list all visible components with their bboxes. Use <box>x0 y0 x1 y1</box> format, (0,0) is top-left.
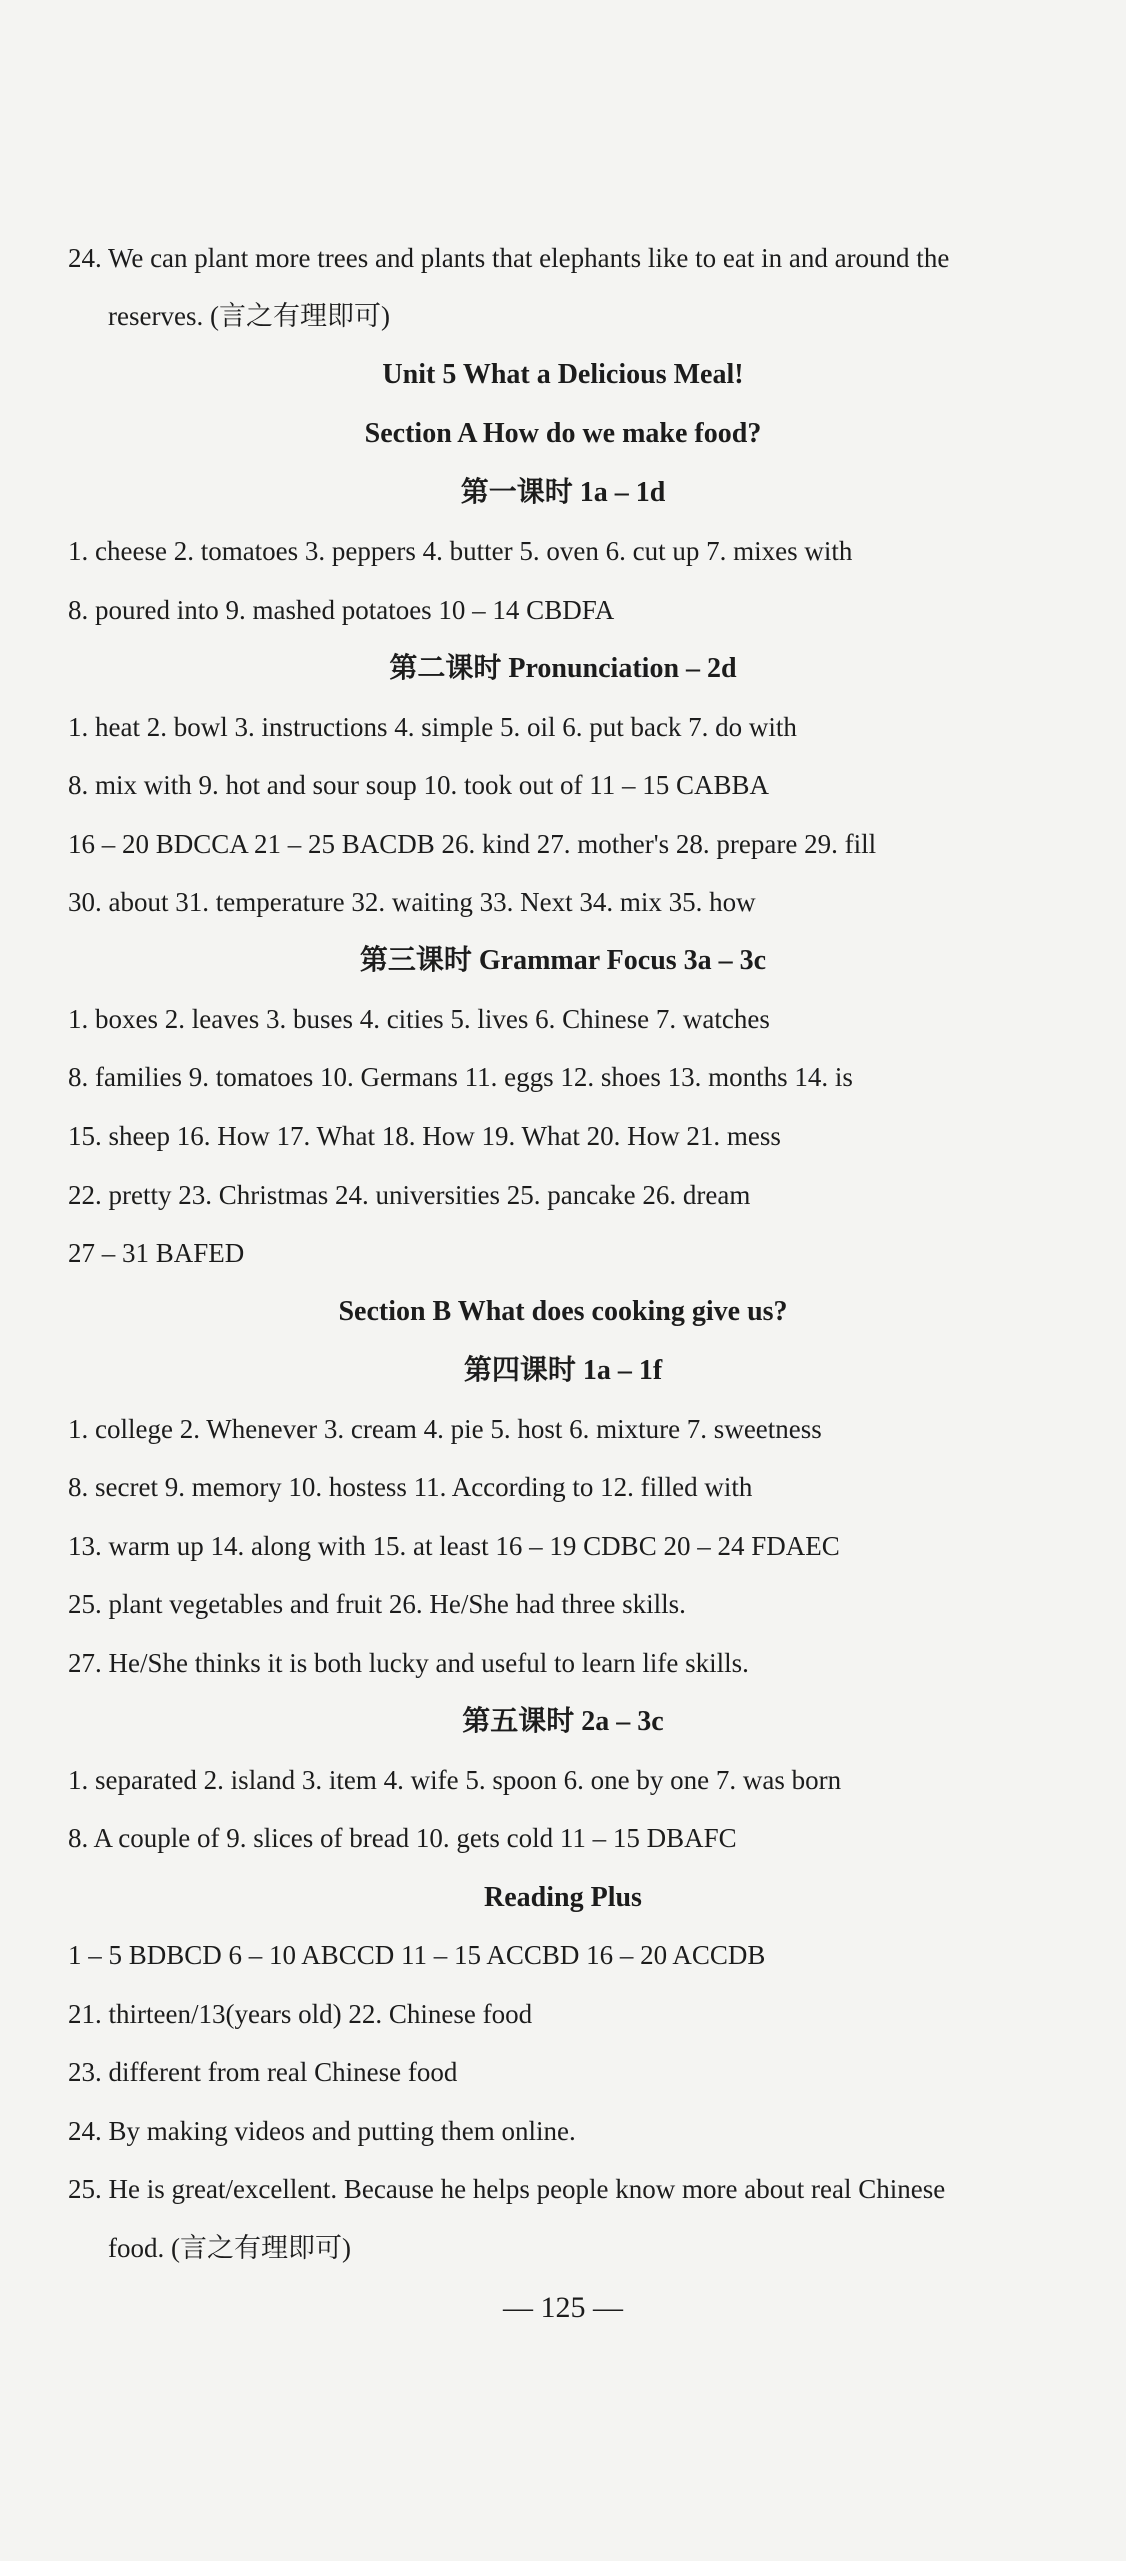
lesson3-title: 第三课时 Grammar Focus 3a – 3c <box>359 945 767 976</box>
section-a-title: Section A How do we make food? <box>364 418 762 449</box>
answer-line: food. (言之有理即可) <box>108 2233 351 2263</box>
answer-line: 22. pretty 23. Christmas 24. universities 25. pancake 26. dream <box>68 1180 751 1210</box>
answer-line: reserves. (言之有理即可) <box>108 301 390 331</box>
answer-line: 8. families 9. tomatoes 10. Germans 11. eggs 12. shoes 13. months 14. is <box>68 1062 853 1092</box>
answer-line: 23. different from real Chinese food <box>68 2057 458 2087</box>
answer-line: 1. heat 2. bowl 3. instructions 4. simple 5. oil 6. put back 7. do with <box>68 712 797 742</box>
answer-line: 24. We can plant more trees and plants that elephants like to eat in and around the <box>68 243 950 273</box>
lesson4-title: 第四课时 1a – 1f <box>463 1355 663 1386</box>
unit-title: Unit 5 What a Delicious Meal! <box>382 359 744 390</box>
answer-line: 25. He is great/excellent. Because he helps people know more about real Chinese <box>68 2174 946 2204</box>
answer-line: 8. secret 9. memory 10. hostess 11. According to 12. filled with <box>68 1472 753 1502</box>
answer-line: 15. sheep 16. How 17. What 18. How 19. What 20. How 21. mess <box>68 1121 781 1151</box>
answer-line: 24. By making videos and putting them online. <box>68 2116 576 2146</box>
answer-line: 30. about 31. temperature 32. waiting 33. Next 34. mix 35. how <box>68 887 756 917</box>
section-b-title: Section B What does cooking give us? <box>338 1296 788 1327</box>
answer-line: 1. college 2. Whenever 3. cream 4. pie 5. host 6. mixture 7. sweetness <box>68 1414 822 1444</box>
answer-line: 8. mix with 9. hot and sour soup 10. took out of 11 – 15 CABBA <box>68 770 770 800</box>
lesson2-title: 第二课时 Pronunciation – 2d <box>389 653 737 684</box>
reading-plus-title: Reading Plus <box>484 1882 642 1913</box>
answer-line: 1. boxes 2. leaves 3. buses 4. cities 5. lives 6. Chinese 7. watches <box>68 1004 770 1034</box>
answer-line: 21. thirteen/13(years old) 22. Chinese food <box>68 1999 533 2029</box>
answer-line: 8. A couple of 9. slices of bread 10. gets cold 11 – 15 DBAFC <box>68 1823 737 1853</box>
answer-line: 27. He/She thinks it is both lucky and useful to learn life skills. <box>68 1648 749 1678</box>
answer-line: 8. poured into 9. mashed potatoes 10 – 14 CBDFA <box>68 595 615 625</box>
answer-line: 27 – 31 BAFED <box>68 1238 245 1268</box>
answer-line: 13. warm up 14. along with 15. at least 16 – 19 CDBC 20 – 24 FDAEC <box>68 1531 840 1561</box>
answer-line: 25. plant vegetables and fruit 26. He/She had three skills. <box>68 1589 686 1619</box>
answer-line: 1. cheese 2. tomatoes 3. peppers 4. butter 5. oven 6. cut up 7. mixes with <box>68 536 853 566</box>
lesson1-title: 第一课时 1a – 1d <box>460 477 666 508</box>
page-number: — 125 — <box>503 2291 623 2324</box>
answer-line: 1. separated 2. island 3. item 4. wife 5. spoon 6. one by one 7. was born <box>68 1765 842 1795</box>
answer-line: 1 – 5 BDBCD 6 – 10 ABCCD 11 – 15 ACCBD 16 – 20 ACCDB <box>68 1940 766 1970</box>
lesson5-title: 第五课时 2a – 3c <box>462 1706 664 1737</box>
answer-line: 16 – 20 BDCCA 21 – 25 BACDB 26. kind 27. mother's 28. prepare 29. fill <box>68 829 877 859</box>
